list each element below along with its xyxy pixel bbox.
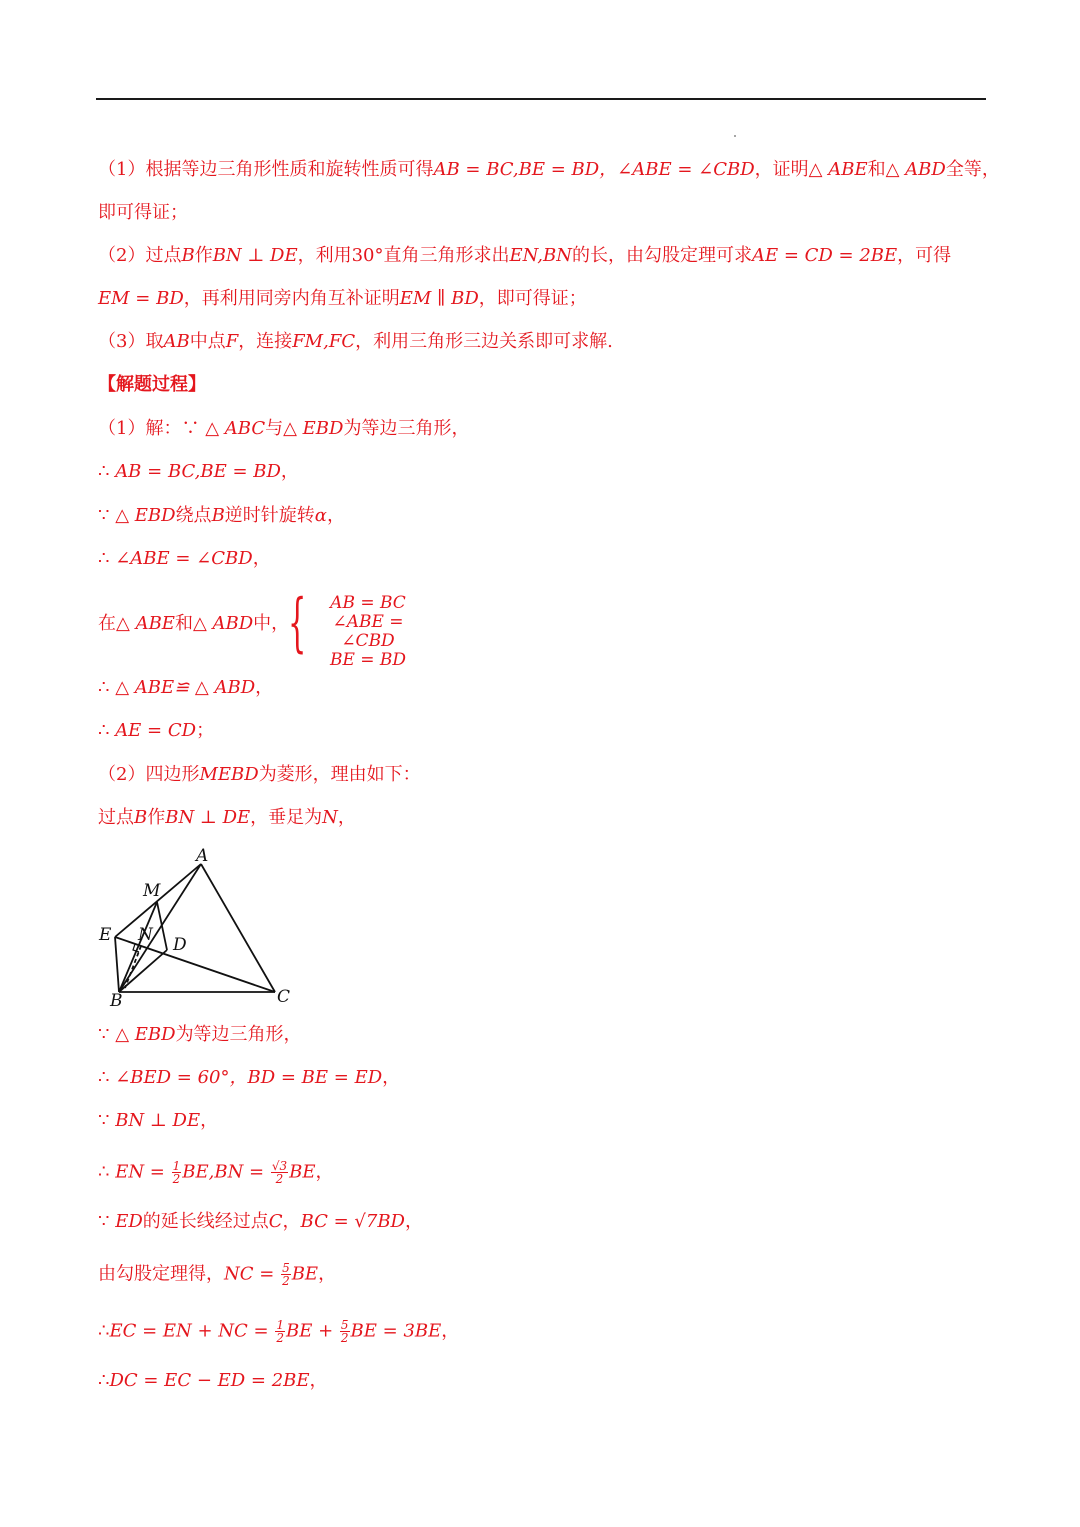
text: （3）取 [98, 331, 164, 352]
solution-line-6 [98, 676, 273, 700]
fraction [275, 1319, 285, 1344]
text: ，利用30°直角三角形求出 [297, 245, 510, 266]
math: N [322, 807, 338, 828]
label-N: N [138, 925, 153, 945]
math: NC = [224, 1263, 281, 1285]
text: ，再利用同旁内角互补证明 [183, 288, 400, 309]
math: BE = 3BE [350, 1320, 442, 1342]
proof-line-6 [98, 1262, 336, 1287]
proof-line-5 [98, 1210, 423, 1234]
text: 过点 [98, 807, 134, 828]
analysis-step-2 [98, 244, 951, 268]
fraction [281, 1262, 291, 1287]
math: C [268, 1211, 283, 1232]
math: △ ABE≌ △ ABD [115, 677, 256, 698]
text: ，证明 [754, 159, 809, 180]
header-rule [96, 98, 986, 100]
math: △ ABC [205, 418, 266, 439]
label-C: C [277, 987, 291, 1007]
denominator: 2 [276, 1331, 284, 1345]
geometry-figure [95, 842, 305, 1012]
text: （1）解：∵ [98, 418, 206, 439]
analysis-step-1 [98, 158, 1000, 182]
math: AB = BC,BE = BD [115, 461, 281, 482]
text: 在 [98, 613, 116, 634]
math: EN,BN [509, 245, 572, 266]
math: B [211, 505, 225, 526]
math: BC = √7BD [300, 1211, 405, 1232]
text: 中点 [189, 331, 226, 352]
math: B [181, 245, 195, 266]
analysis-step-1-cont [98, 201, 188, 225]
solution-line-4 [98, 547, 271, 571]
text: 作 [194, 245, 213, 266]
equation: BE = BD [329, 650, 407, 670]
proof-line-7 [98, 1319, 459, 1344]
numerator: 1 [172, 1159, 181, 1173]
system-lead [98, 612, 289, 636]
math: F [225, 331, 239, 352]
math: AB [163, 331, 190, 352]
math: △ EBD [283, 418, 344, 439]
text: ，连接 [238, 331, 293, 352]
math: α [314, 505, 327, 526]
math: B [134, 807, 148, 828]
math: BN ⊥ DE [212, 245, 298, 266]
math: BE + [286, 1320, 339, 1342]
text: 和 [867, 159, 886, 180]
text: ， [382, 1067, 401, 1088]
text: 绕点 [175, 505, 212, 526]
because-symbol: ∵ [98, 1211, 116, 1232]
text: ， [441, 1320, 460, 1342]
equation: AB = BC [330, 593, 406, 613]
system-equations [308, 594, 428, 670]
scan-speck [734, 135, 736, 137]
solution-line-2 [98, 460, 299, 484]
label-M: M [143, 881, 161, 901]
text: （2）过点 [98, 245, 182, 266]
text: 和 [174, 613, 193, 634]
text: ； [196, 720, 215, 741]
solution-line-8 [98, 763, 421, 787]
math: △ ABE [808, 159, 868, 180]
therefore-symbol: ∴ [98, 461, 116, 482]
math: BE [289, 1161, 316, 1183]
fraction [340, 1319, 350, 1344]
math: BN ⊥ DE [115, 1110, 201, 1131]
math: △ ABD [885, 159, 946, 180]
label-E: E [99, 925, 112, 945]
therefore-symbol: ∴ [98, 1370, 110, 1391]
numerator: 1 [276, 1318, 284, 1332]
text: 与 [265, 418, 284, 439]
analysis-step-3 [98, 330, 613, 354]
label-D: D [173, 935, 187, 955]
left-brace: { [288, 586, 307, 660]
proof-line-8 [98, 1369, 328, 1393]
because-symbol: ∵ [98, 1024, 116, 1045]
text: ， [318, 1263, 337, 1285]
equation: ∠ABE = ∠CBD [332, 612, 404, 651]
proof-line-1 [98, 1023, 302, 1047]
therefore-symbol: ∴ [98, 720, 116, 741]
math: BE [291, 1263, 319, 1285]
therefore-symbol: ∴ [98, 548, 116, 569]
proof-line-3 [98, 1109, 218, 1133]
math: AE = CD [115, 720, 197, 741]
text: ， [282, 1211, 301, 1232]
proof-line-2 [98, 1066, 400, 1090]
math: DC = EC − ED = 2BE [109, 1370, 310, 1391]
math: EM = BD [98, 288, 184, 309]
solution-line-3 [98, 504, 345, 528]
numerator: √3 [271, 1159, 288, 1173]
segment-MD [157, 902, 167, 950]
denominator: 2 [275, 1172, 284, 1186]
text: （2）四边形 [98, 764, 200, 785]
text: 的延长线经过点 [142, 1211, 269, 1232]
text: 由勾股定理得， [98, 1263, 224, 1285]
therefore-symbol: ∴ [98, 677, 116, 698]
solution-line-9 [98, 806, 356, 830]
text: 即可得证； [98, 202, 188, 223]
math: ED [115, 1211, 143, 1232]
text: 为等边三角形， [343, 418, 470, 439]
analysis-step-2-cont [98, 287, 587, 311]
text: ， [326, 505, 345, 526]
solution-heading: 【解题过程】 [98, 374, 206, 395]
text: 为菱形，理由如下： [258, 764, 421, 785]
numerator: 5 [282, 1261, 290, 1275]
text: ， [337, 807, 356, 828]
math: ∠BED = 60°，BD = BE = ED [115, 1067, 383, 1088]
solution-line-7 [98, 719, 214, 743]
because-symbol: ∵ [98, 505, 116, 526]
text: 作 [147, 807, 166, 828]
text: 逆时针旋转 [224, 505, 315, 526]
denominator: 2 [172, 1172, 181, 1186]
text: 中， [253, 613, 290, 634]
solution-line-1 [98, 417, 469, 441]
denominator: 2 [282, 1274, 290, 1288]
numerator: 5 [340, 1318, 349, 1332]
math: AE = CD = 2BE [751, 245, 898, 266]
label-A: A [196, 846, 209, 866]
math: FM,FC [292, 331, 356, 352]
math: △ ABD [192, 613, 254, 634]
text: ，利用三角形三边关系即可求解. [355, 331, 613, 352]
text: ， [200, 1110, 219, 1131]
math: BE,BN = [182, 1161, 270, 1183]
segment-EB [115, 937, 119, 992]
therefore-symbol: ∴ [98, 1320, 110, 1342]
math: △ EBD [115, 505, 176, 526]
math: EC = EN + NC = [109, 1320, 275, 1342]
text: ， [280, 461, 299, 482]
math: EN = [115, 1161, 171, 1183]
text: 的长，由勾股定理可求 [571, 245, 752, 266]
fraction [271, 1160, 288, 1185]
text: 全等， [945, 159, 1000, 180]
math: AB = BC,BE = BD，∠ABE = ∠CBD [433, 159, 755, 180]
math: MEBD [199, 764, 259, 785]
text: ， [315, 1161, 334, 1183]
math: ∠ABE = ∠CBD [115, 548, 253, 569]
label-B: B [110, 991, 123, 1011]
math: △ EBD [115, 1024, 176, 1045]
segment-MB [119, 902, 157, 992]
fraction [172, 1160, 182, 1185]
therefore-symbol: ∴ [98, 1161, 116, 1183]
math: BN ⊥ DE [165, 807, 251, 828]
therefore-symbol: ∴ [98, 1067, 116, 1088]
segment-AC [201, 864, 275, 992]
text: ， [405, 1211, 423, 1232]
because-symbol: ∵ [98, 1110, 116, 1131]
denominator: 2 [340, 1331, 349, 1345]
proof-line-4 [98, 1160, 334, 1185]
text: ， [252, 548, 271, 569]
text: ， [255, 677, 274, 698]
math: EM ∥ BD [399, 288, 479, 309]
text: （1）根据等边三角形性质和旋转性质可得 [98, 159, 434, 180]
math: △ ABE [116, 613, 175, 634]
text: ， [309, 1370, 328, 1391]
text: ，即可得证； [478, 288, 587, 309]
text: ，可得 [897, 245, 952, 266]
text: ，垂足为 [250, 807, 323, 828]
text: 为等边三角形， [175, 1024, 302, 1045]
